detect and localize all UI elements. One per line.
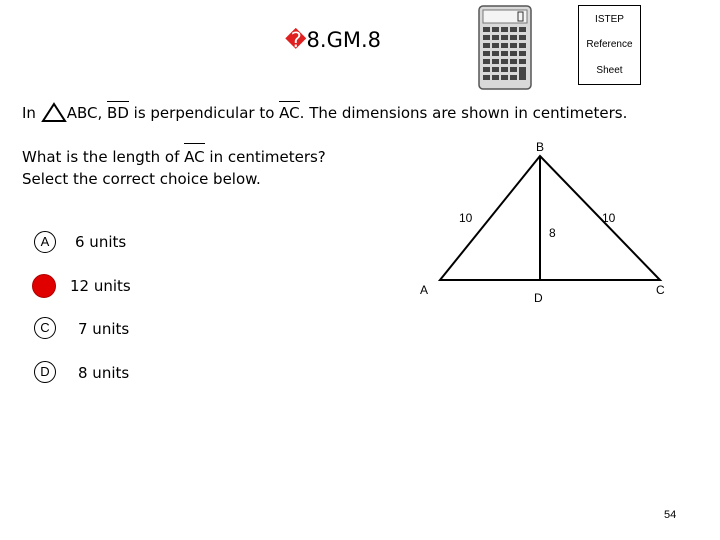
vertex-d-label: D [534,291,543,305]
vertex-c-label: C [656,283,665,297]
question-statement [22,102,627,122]
segment-bd: BD [107,104,129,122]
istep-reference-sheet-link[interactable] [578,5,641,85]
standard-code: 8.GM.8 [306,28,382,52]
choice-b-marker-selected[interactable] [32,274,56,298]
ask-prefix: What is the length of [22,148,180,166]
istep-label: ISTEP [595,14,624,25]
vertex-a-label: A [420,283,429,297]
reference-label: Reference [586,39,633,50]
triangle-icon [41,102,67,122]
choice-b-label[interactable]: 12 units [70,277,131,295]
question-prefix: In [22,104,36,122]
choice-a-marker[interactable]: A [34,231,56,253]
segment-ac: AC [279,104,300,122]
sheet-label: Sheet [596,65,623,76]
side-bd-label: 8 [549,226,556,240]
side-ab-label: 10 [459,211,473,225]
unknown-glyph-icon: � [285,28,307,52]
ask-suffix: in centimeters? [209,148,326,166]
page-number: 54 [664,509,677,521]
triangle-abc [440,156,660,280]
calculator-icon[interactable] [478,5,532,90]
choice-d-marker[interactable]: D [34,361,56,383]
ask-segment-ac: AC [184,148,205,166]
standard-title [285,28,381,52]
choice-d-label[interactable]: 8 units [78,364,130,382]
choice-a-label[interactable]: 6 units [75,233,127,251]
triangle-name: ABC, [66,104,103,122]
ask-instruction: Select the correct choice below. [22,170,261,188]
question-prompt [22,146,326,190]
question-suffix: . The dimensions are shown in centimeters. [299,104,628,122]
choice-c-marker[interactable]: C [34,317,56,339]
triangle-diagram [410,140,690,310]
side-bc-label: 10 [602,211,616,225]
vertex-b-label: B [536,140,545,154]
question-middle: is perpendicular to [133,104,275,122]
choice-c-label[interactable]: 7 units [78,320,130,338]
